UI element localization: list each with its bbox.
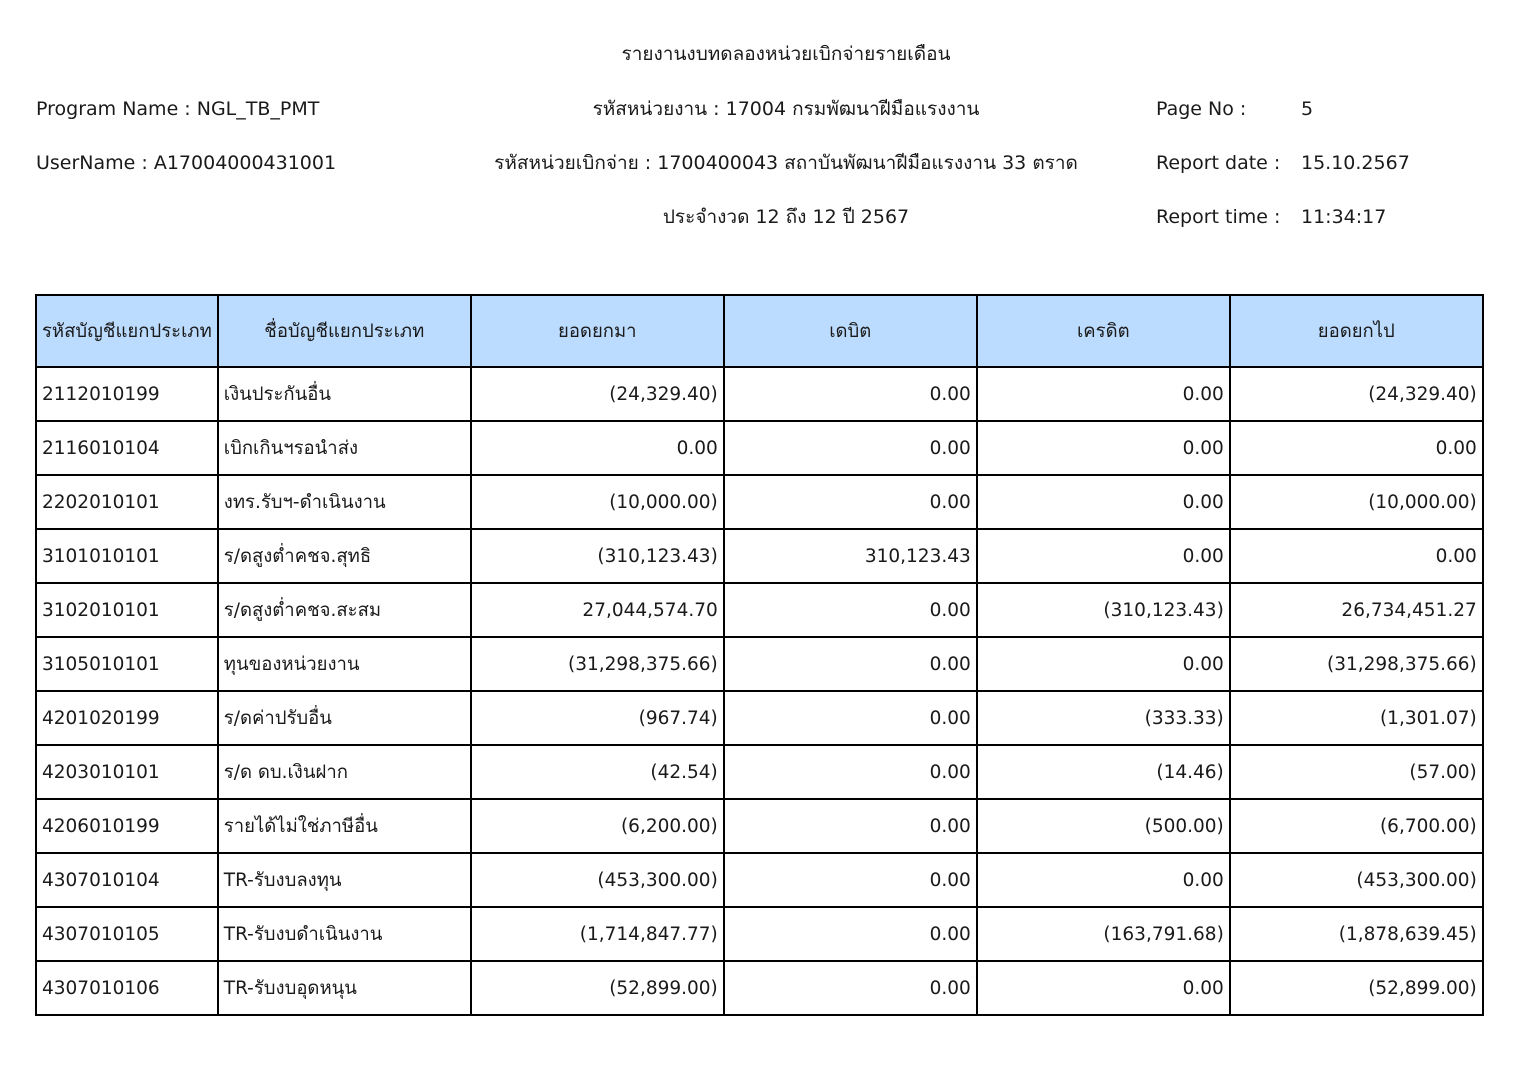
report-date-label: Report date : <box>1156 152 1281 174</box>
disbursing-unit: รหัสหน่วยเบิกจ่าย : 1700400043 สถาบันพัฒนาฝีมือแรงงาน 33 ตราด <box>494 152 1078 174</box>
column-header-account-code: รหัสบัญชีแยกประเภท <box>36 295 218 367</box>
account-code-cell: 2116010104 <box>36 421 218 475</box>
account-name-cell: รายได้ไม่ใช่ภาษีอื่น <box>218 799 471 853</box>
credit-cell: (500.00) <box>977 799 1230 853</box>
table-row <box>36 475 1483 529</box>
column-header-closing-balance: ยอดยกไป <box>1230 295 1483 367</box>
opening-balance-cell: (310,123.43) <box>471 529 724 583</box>
debit-cell: 0.00 <box>724 637 977 691</box>
credit-cell: 0.00 <box>977 421 1230 475</box>
closing-balance-cell: (31,298,375.66) <box>1230 637 1483 691</box>
account-code-cell: 2202010101 <box>36 475 218 529</box>
table-row <box>36 529 1483 583</box>
closing-balance-cell: (6,700.00) <box>1230 799 1483 853</box>
account-name-cell: ร/ดสูงต่ำคชจ.สุทธิ <box>218 529 471 583</box>
column-header-credit: เครดิต <box>977 295 1230 367</box>
debit-cell: 0.00 <box>724 475 977 529</box>
credit-cell: 0.00 <box>977 529 1230 583</box>
account-name-cell: TR-รับงบลงทุน <box>218 853 471 907</box>
closing-balance-cell: (1,301.07) <box>1230 691 1483 745</box>
report-period: ประจำงวด 12 ถึง 12 ปี 2567 <box>662 206 910 228</box>
credit-cell: 0.00 <box>977 961 1230 1015</box>
account-code-cell: 2112010199 <box>36 367 218 421</box>
closing-balance-cell: (1,878,639.45) <box>1230 907 1483 961</box>
account-code-cell: 4307010105 <box>36 907 218 961</box>
table-row <box>36 367 1483 421</box>
opening-balance-cell: 27,044,574.70 <box>471 583 724 637</box>
table-row <box>36 799 1483 853</box>
report-date-value: 15.10.2567 <box>1301 152 1410 174</box>
debit-cell: 310,123.43 <box>724 529 977 583</box>
report-time-value: 11:34:17 <box>1301 206 1387 228</box>
credit-cell: 0.00 <box>977 853 1230 907</box>
credit-cell: (163,791.68) <box>977 907 1230 961</box>
closing-balance-cell: (453,300.00) <box>1230 853 1483 907</box>
table-row <box>36 691 1483 745</box>
table-row <box>36 853 1483 907</box>
account-name-cell: งทร.รับฯ-ดำเนินงาน <box>218 475 471 529</box>
agency-code: รหัสหน่วยงาน : 17004 กรมพัฒนาฝีมือแรงงาน <box>592 98 980 120</box>
opening-balance-cell: (10,000.00) <box>471 475 724 529</box>
page-no-label: Page No : <box>1156 98 1247 120</box>
credit-cell: (333.33) <box>977 691 1230 745</box>
credit-cell: 0.00 <box>977 367 1230 421</box>
account-name-cell: ทุนของหน่วยงาน <box>218 637 471 691</box>
opening-balance-cell: (31,298,375.66) <box>471 637 724 691</box>
account-name-cell: TR-รับงบอุดหนุน <box>218 961 471 1015</box>
closing-balance-cell: 0.00 <box>1230 529 1483 583</box>
report-title: รายงานงบทดลองหน่วยเบิกจ่ายรายเดือน <box>621 43 951 65</box>
closing-balance-cell: 0.00 <box>1230 421 1483 475</box>
column-header-account-name: ชื่อบัญชีแยกประเภท <box>218 295 471 367</box>
credit-cell: (310,123.43) <box>977 583 1230 637</box>
account-code-cell: 4206010199 <box>36 799 218 853</box>
opening-balance-cell: (6,200.00) <box>471 799 724 853</box>
opening-balance-cell: (967.74) <box>471 691 724 745</box>
opening-balance-cell: 0.00 <box>471 421 724 475</box>
account-code-cell: 4203010101 <box>36 745 218 799</box>
debit-cell: 0.00 <box>724 691 977 745</box>
table-row <box>36 907 1483 961</box>
opening-balance-cell: (24,329.40) <box>471 367 724 421</box>
credit-cell: 0.00 <box>977 475 1230 529</box>
debit-cell: 0.00 <box>724 961 977 1015</box>
debit-cell: 0.00 <box>724 421 977 475</box>
table-row <box>36 961 1483 1015</box>
account-name-cell: TR-รับงบดำเนินงาน <box>218 907 471 961</box>
trial-balance-table <box>35 294 1484 1016</box>
account-name-cell: ร/ดค่าปรับอื่น <box>218 691 471 745</box>
closing-balance-cell: (24,329.40) <box>1230 367 1483 421</box>
closing-balance-cell: (52,899.00) <box>1230 961 1483 1015</box>
table-body <box>36 367 1483 1015</box>
opening-balance-cell: (52,899.00) <box>471 961 724 1015</box>
debit-cell: 0.00 <box>724 799 977 853</box>
account-name-cell: ร/ดสูงต่ำคชจ.สะสม <box>218 583 471 637</box>
account-code-cell: 4201020199 <box>36 691 218 745</box>
table-row <box>36 637 1483 691</box>
opening-balance-cell: (42.54) <box>471 745 724 799</box>
closing-balance-cell: 26,734,451.27 <box>1230 583 1483 637</box>
credit-cell: 0.00 <box>977 637 1230 691</box>
table-header-row <box>36 295 1483 367</box>
account-code-cell: 3101010101 <box>36 529 218 583</box>
debit-cell: 0.00 <box>724 583 977 637</box>
debit-cell: 0.00 <box>724 367 977 421</box>
table-row <box>36 421 1483 475</box>
credit-cell: (14.46) <box>977 745 1230 799</box>
account-code-cell: 3102010101 <box>36 583 218 637</box>
account-name-cell: เงินประกันอื่น <box>218 367 471 421</box>
opening-balance-cell: (1,714,847.77) <box>471 907 724 961</box>
account-code-cell: 3105010101 <box>36 637 218 691</box>
opening-balance-cell: (453,300.00) <box>471 853 724 907</box>
column-header-debit: เดบิต <box>724 295 977 367</box>
table-row <box>36 745 1483 799</box>
account-name-cell: ร/ด ดบ.เงินฝาก <box>218 745 471 799</box>
column-header-opening-balance: ยอดยกมา <box>471 295 724 367</box>
page-no-value: 5 <box>1301 98 1314 120</box>
debit-cell: 0.00 <box>724 907 977 961</box>
closing-balance-cell: (57.00) <box>1230 745 1483 799</box>
account-code-cell: 4307010104 <box>36 853 218 907</box>
user-name: UserName : A17004000431001 <box>36 152 337 174</box>
account-name-cell: เบิกเกินฯรอนำส่ง <box>218 421 471 475</box>
closing-balance-cell: (10,000.00) <box>1230 475 1483 529</box>
table-row <box>36 583 1483 637</box>
debit-cell: 0.00 <box>724 853 977 907</box>
account-code-cell: 4307010106 <box>36 961 218 1015</box>
report-time-label: Report time : <box>1156 206 1281 228</box>
program-name: Program Name : NGL_TB_PMT <box>36 98 320 120</box>
debit-cell: 0.00 <box>724 745 977 799</box>
